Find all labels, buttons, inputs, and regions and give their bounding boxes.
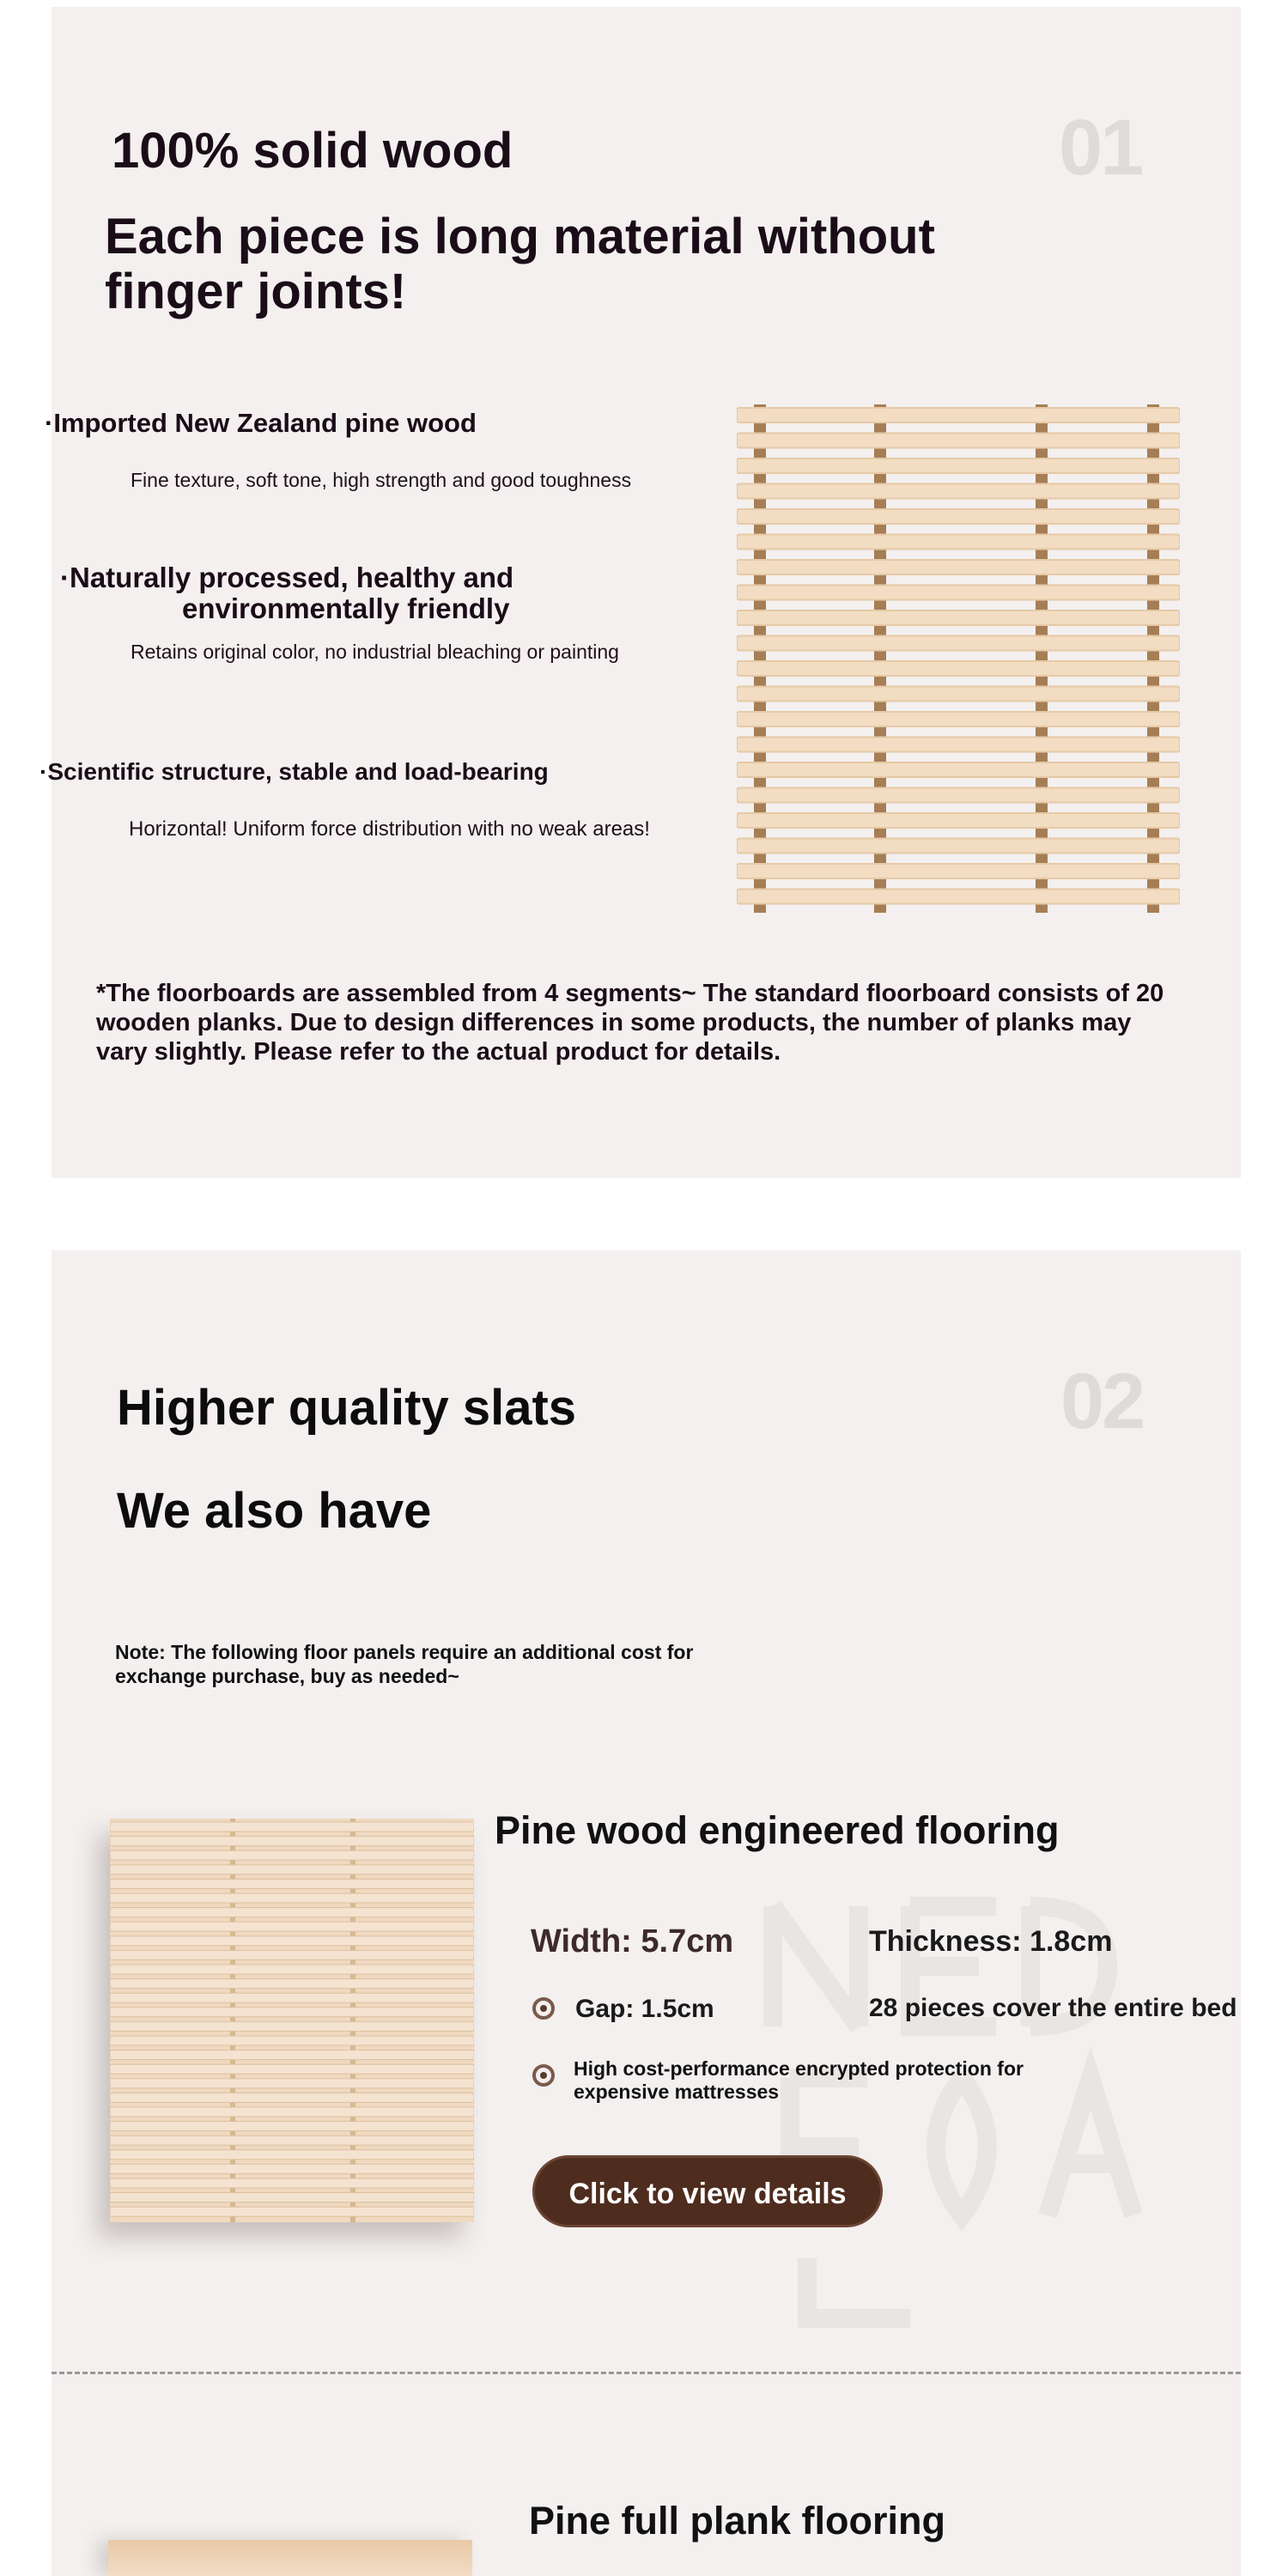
wooden-slat xyxy=(737,560,1180,574)
feature-1-title: ·Imported New Zealand pine wood xyxy=(45,408,477,438)
section1-footnote: *The floorboards are assembled from 4 segments~ The standard floorboard consists of 20 wooden planks. Due to design differences in some products, the number of planks may vary slightly. Please refer to the actual product for details. xyxy=(96,980,1164,1066)
product1-width: Width: 5.7cm xyxy=(531,1923,734,1959)
wooden-slat xyxy=(737,434,1180,448)
feature-2-desc: Retains original color, no industrial bleaching or painting xyxy=(131,641,619,663)
product1-gap: Gap: 1.5cm xyxy=(575,1995,714,2023)
flooring-plank xyxy=(110,2079,474,2088)
section1-title: 100% solid wood xyxy=(112,123,513,179)
product1-gap-row xyxy=(532,1997,714,2021)
feature-3-title: ·Scientific structure, stable and load-bearing xyxy=(39,758,549,785)
flooring-plank xyxy=(110,1979,474,1989)
flooring-plank xyxy=(110,1950,474,1959)
slat-support-rails xyxy=(754,404,1159,913)
flooring-plank xyxy=(110,2093,474,2102)
flooring-plank xyxy=(110,1879,474,1888)
wooden-slat xyxy=(737,712,1180,726)
engineered-flooring-image xyxy=(110,1819,474,2222)
flooring-plank xyxy=(110,1837,474,1846)
wooden-slat xyxy=(737,738,1180,752)
section2-title: Higher quality slats xyxy=(117,1380,577,1436)
full-plank-flooring-image xyxy=(108,2540,472,2576)
wooden-slat xyxy=(737,459,1180,473)
flooring-plank xyxy=(110,1908,474,1917)
product1-feature-row xyxy=(532,2057,1072,2104)
exchange-note: Note: The following floor panels require an additional cost for exchange purchase, buy as needed~ xyxy=(115,1641,694,1687)
wooden-slat xyxy=(737,762,1180,777)
slat-frame-image xyxy=(737,399,1180,914)
product1-title: Pine wood engineered flooring xyxy=(495,1808,1060,1852)
wooden-slat xyxy=(737,408,1180,422)
flooring-plank xyxy=(110,1822,474,1832)
flooring-plank xyxy=(110,2207,474,2216)
view-details-button[interactable]: Click to view details xyxy=(532,2155,883,2227)
section-number-02: 02 xyxy=(1060,1358,1144,1445)
radio-bullet-icon xyxy=(532,2064,555,2087)
section-number-01: 01 xyxy=(1059,104,1142,191)
flooring-plank xyxy=(110,1993,474,2002)
flooring-plank xyxy=(110,2064,474,2074)
product1-feature: High cost-performance encrypted protection for expensive mattresses xyxy=(574,2057,1024,2103)
flooring-plank xyxy=(110,2050,474,2060)
flooring-plank xyxy=(110,2008,474,2017)
wooden-slat xyxy=(737,788,1180,803)
feature-3-desc: Horizontal! Uniform force distribution with no weak areas! xyxy=(129,817,650,841)
product1-thickness: Thickness: 1.8cm xyxy=(869,1925,1113,1958)
flooring-plank xyxy=(110,2136,474,2145)
flooring-plank xyxy=(110,2036,474,2045)
wooden-slat xyxy=(737,484,1180,499)
wooden-slat xyxy=(737,535,1180,550)
radio-bullet-icon xyxy=(532,1997,555,2020)
flooring-plank xyxy=(110,1893,474,1903)
product-divider xyxy=(52,2372,1241,2374)
flooring-plank xyxy=(110,2193,474,2202)
wooden-slat xyxy=(737,839,1180,854)
section2-subtitle: We also have xyxy=(117,1483,432,1539)
wooden-slat xyxy=(737,687,1180,702)
flooring-plank xyxy=(110,1922,474,1931)
flooring-plank xyxy=(110,2178,474,2188)
feature-2-title-line1: ·Naturally processed, healthy and xyxy=(60,562,514,593)
wooden-slat xyxy=(737,509,1180,524)
wooden-slat xyxy=(737,661,1180,676)
wooden-slat xyxy=(737,813,1180,828)
flooring-plank xyxy=(110,2021,474,2031)
feature-2-title-line2: environmentally friendly xyxy=(182,592,510,624)
flooring-plank xyxy=(110,2150,474,2160)
product1-pieces: 28 pieces cover the entire bed xyxy=(869,1994,1237,2022)
flooring-plank xyxy=(110,2122,474,2131)
flooring-plank xyxy=(110,2107,474,2117)
wooden-slat xyxy=(737,890,1180,904)
flooring-plank xyxy=(110,1850,474,1860)
product2-title: Pine full plank flooring xyxy=(529,2499,946,2543)
flooring-plank xyxy=(110,1936,474,1946)
wooden-slat xyxy=(737,864,1180,878)
wooden-slat xyxy=(737,611,1180,625)
wooden-slat xyxy=(737,636,1180,651)
wooden-slats xyxy=(737,408,1180,904)
feature-1-desc: Fine texture, soft tone, high strength and good toughness xyxy=(131,469,632,491)
wooden-slat xyxy=(737,586,1180,600)
flooring-plank xyxy=(110,1965,474,1974)
section1-subtitle: Each piece is long material without finger joints! xyxy=(105,209,935,319)
flooring-plank xyxy=(110,1865,474,1874)
flooring-plank xyxy=(110,2164,474,2173)
